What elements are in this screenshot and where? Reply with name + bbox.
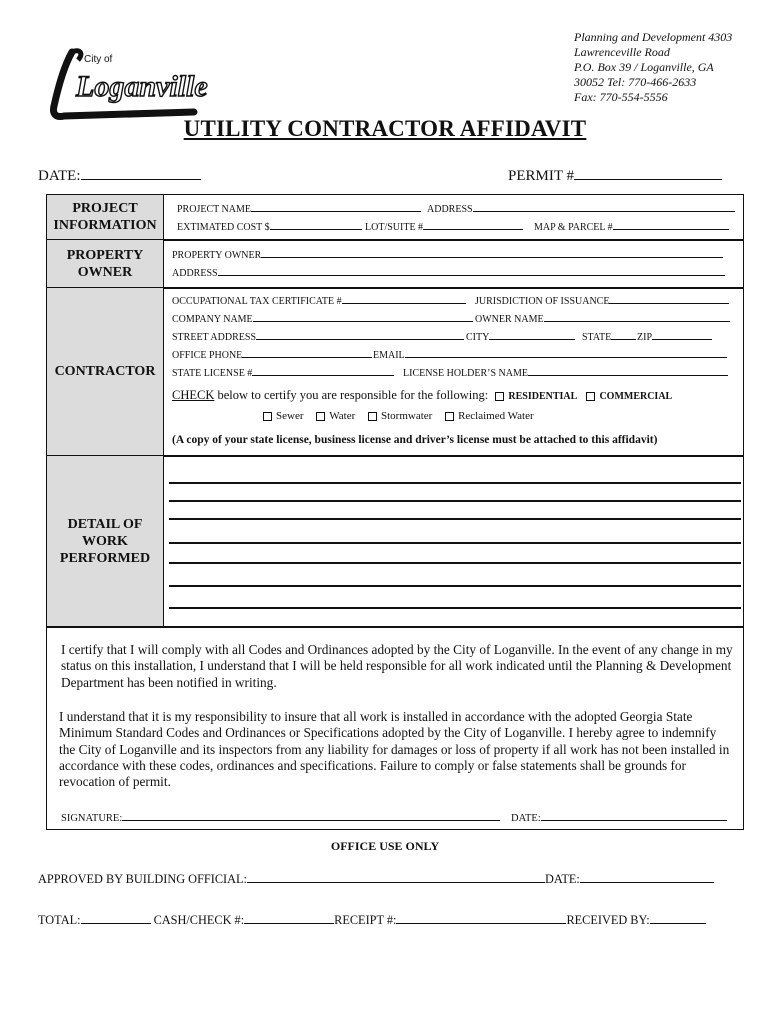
- detail-line[interactable]: [169, 607, 741, 609]
- estimated-cost-field[interactable]: [177, 220, 362, 233]
- company-label: COMPANY NAME: [172, 314, 253, 325]
- detail-label: DETAIL OF WORK PERFORMED: [47, 456, 164, 626]
- detail-line[interactable]: [169, 518, 741, 520]
- detail-line[interactable]: [169, 482, 741, 484]
- street-address-field[interactable]: [172, 330, 464, 343]
- stormwater-checkbox[interactable]: [368, 412, 377, 421]
- phone-label: OFFICE PHONE: [172, 350, 243, 361]
- reclaimed-checkbox[interactable]: [445, 412, 454, 421]
- state-license-field[interactable]: [172, 366, 394, 379]
- contractor-section: [47, 288, 743, 457]
- signature-label: SIGNATURE:: [61, 813, 123, 824]
- copy-note: (A copy of your state license, business license and driver’s license must be attached to this affidavit): [172, 434, 658, 446]
- sewer-checkbox[interactable]: [263, 412, 272, 421]
- license-holder-field[interactable]: [403, 366, 728, 379]
- address-line: Planning and Development 4303: [574, 30, 733, 44]
- detail-line[interactable]: [169, 542, 741, 544]
- affidavit-form: [46, 194, 744, 830]
- approved-field[interactable]: [38, 872, 714, 887]
- jurisdiction-label: JURISDICTION OF ISSUANCE: [475, 296, 610, 307]
- stormwater-label: Stormwater: [381, 410, 433, 422]
- detail-line[interactable]: [169, 562, 741, 564]
- project-name-field[interactable]: [177, 202, 421, 215]
- property-label: PROPERTY OWNER: [47, 240, 164, 287]
- address-line: Fax: 770-554-5556: [574, 90, 668, 104]
- company-name-field[interactable]: [172, 312, 473, 325]
- map-parcel-label: MAP & PARCEL #: [534, 222, 613, 233]
- contractor-label: CONTRACTOR: [47, 288, 164, 455]
- date-blank[interactable]: [81, 167, 201, 180]
- commercial-checkbox[interactable]: [586, 392, 595, 401]
- city-field[interactable]: [466, 330, 575, 343]
- signature-date-field[interactable]: [511, 811, 727, 824]
- property-owner-field[interactable]: [172, 248, 723, 261]
- map-parcel-field[interactable]: [534, 220, 729, 233]
- occ-tax-field[interactable]: [172, 294, 466, 307]
- owner-name-label: OWNER NAME: [475, 314, 544, 325]
- project-section: [47, 195, 743, 241]
- project-address-label: ADDRESS: [427, 204, 473, 215]
- license-label: STATE LICENSE #: [172, 368, 253, 379]
- water-checkbox[interactable]: [316, 412, 325, 421]
- office-phone-field[interactable]: [172, 348, 372, 361]
- city-label: CITY: [466, 332, 490, 343]
- office-use-heading: OFFICE USE ONLY: [330, 839, 440, 853]
- signature-date-label: DATE:: [511, 813, 541, 824]
- check-text: below to certify you are responsible for the following:: [214, 388, 489, 402]
- address-line: P.O. Box 39 / Loganville, GA: [574, 60, 714, 74]
- total-label: TOTAL:: [38, 913, 81, 927]
- certify-paragraph-1: I certify that I will comply with all Codes and Ordinances adopted by the City of Loganville. In the event of any change in my status on this installation, I understand that I will be held responsible for all work indicated until the Planning & Development Department has been notified in writing.: [61, 642, 733, 690]
- zip-label: ZIP: [637, 332, 652, 343]
- cash-check-label: CASH/CHECK #:: [153, 913, 245, 927]
- permit-label: PERMIT #: [508, 168, 574, 184]
- check-line: [172, 388, 672, 403]
- address-line: 30052 Tel: 770-466-2633: [574, 75, 697, 89]
- check-word: CHECK: [172, 388, 215, 402]
- date-field[interactable]: [38, 167, 201, 185]
- received-by-label: RECEIVED BY:: [566, 913, 650, 927]
- project-address-field[interactable]: [427, 202, 735, 215]
- lot-suite-field[interactable]: [365, 220, 523, 233]
- occ-tax-label: OCCUPATIONAL TAX CERTIFICATE #: [172, 296, 342, 307]
- city-logo: [44, 46, 224, 124]
- signature-field[interactable]: [61, 811, 500, 824]
- property-section: [47, 240, 743, 289]
- certify-paragraph-2: I understand that it is my responsibility to insure that all work is installed in accordance with the adopted Georgia State Minimum Standard Codes and Ordinances or Specifications adopted by the City of Loganville. I hereby agree to indemnify the City of Loganville and its inspectors from any liability for damages or loss of property if all work has not been installed in accordance with these codes, ordinances and specifications. Failure to comply or false statements shall be grounds for revocation of permit.: [59, 709, 730, 790]
- estimated-cost-label: EXTIMATED COST $: [177, 222, 270, 233]
- office-address: [574, 30, 764, 105]
- date-label: DATE:: [38, 168, 81, 184]
- approved-date-label: DATE:: [544, 872, 580, 886]
- utility-types: [263, 410, 534, 422]
- permit-blank[interactable]: [574, 167, 722, 180]
- property-owner-label: PROPERTY OWNER: [172, 250, 262, 261]
- property-address-field[interactable]: [172, 266, 725, 279]
- approved-label: APPROVED BY BUILDING OFFICIAL:: [38, 872, 247, 886]
- lot-suite-label: LOT/SUITE #: [365, 222, 424, 233]
- logo-name: Loganville: [76, 70, 208, 103]
- logo-city-of: City of: [84, 54, 113, 65]
- zip-field[interactable]: [637, 330, 712, 343]
- email-label: EMAIL: [373, 350, 405, 361]
- holder-label: LICENSE HOLDER’S NAME: [403, 368, 528, 379]
- receipt-label: RECEIPT #:: [334, 913, 397, 927]
- sewer-label: Sewer: [276, 410, 304, 422]
- residential-checkbox[interactable]: [495, 392, 504, 401]
- payment-row[interactable]: [38, 913, 706, 928]
- permit-field[interactable]: [508, 167, 722, 185]
- commercial-label: COMMERCIAL: [599, 391, 673, 402]
- email-field[interactable]: [373, 348, 727, 361]
- property-address-label: ADDRESS: [172, 268, 218, 279]
- state-label: STATE: [582, 332, 612, 343]
- jurisdiction-field[interactable]: [475, 294, 729, 307]
- state-field[interactable]: [582, 330, 636, 343]
- address-line: Lawrenceville Road: [574, 45, 670, 59]
- detail-line[interactable]: [169, 585, 741, 587]
- detail-line[interactable]: [169, 500, 741, 502]
- residential-label: RESIDENTIAL: [508, 391, 578, 402]
- project-label: PROJECT INFORMATION: [47, 195, 164, 239]
- owner-name-field[interactable]: [475, 312, 730, 325]
- street-label: STREET ADDRESS: [172, 332, 256, 343]
- page-title: UTILITY CONTRACTOR AFFIDAVIT: [183, 116, 587, 141]
- water-label: Water: [329, 410, 356, 422]
- reclaimed-label: Reclaimed Water: [458, 410, 534, 422]
- detail-section: [47, 456, 743, 628]
- project-name-label: PROJECT NAME: [177, 204, 251, 215]
